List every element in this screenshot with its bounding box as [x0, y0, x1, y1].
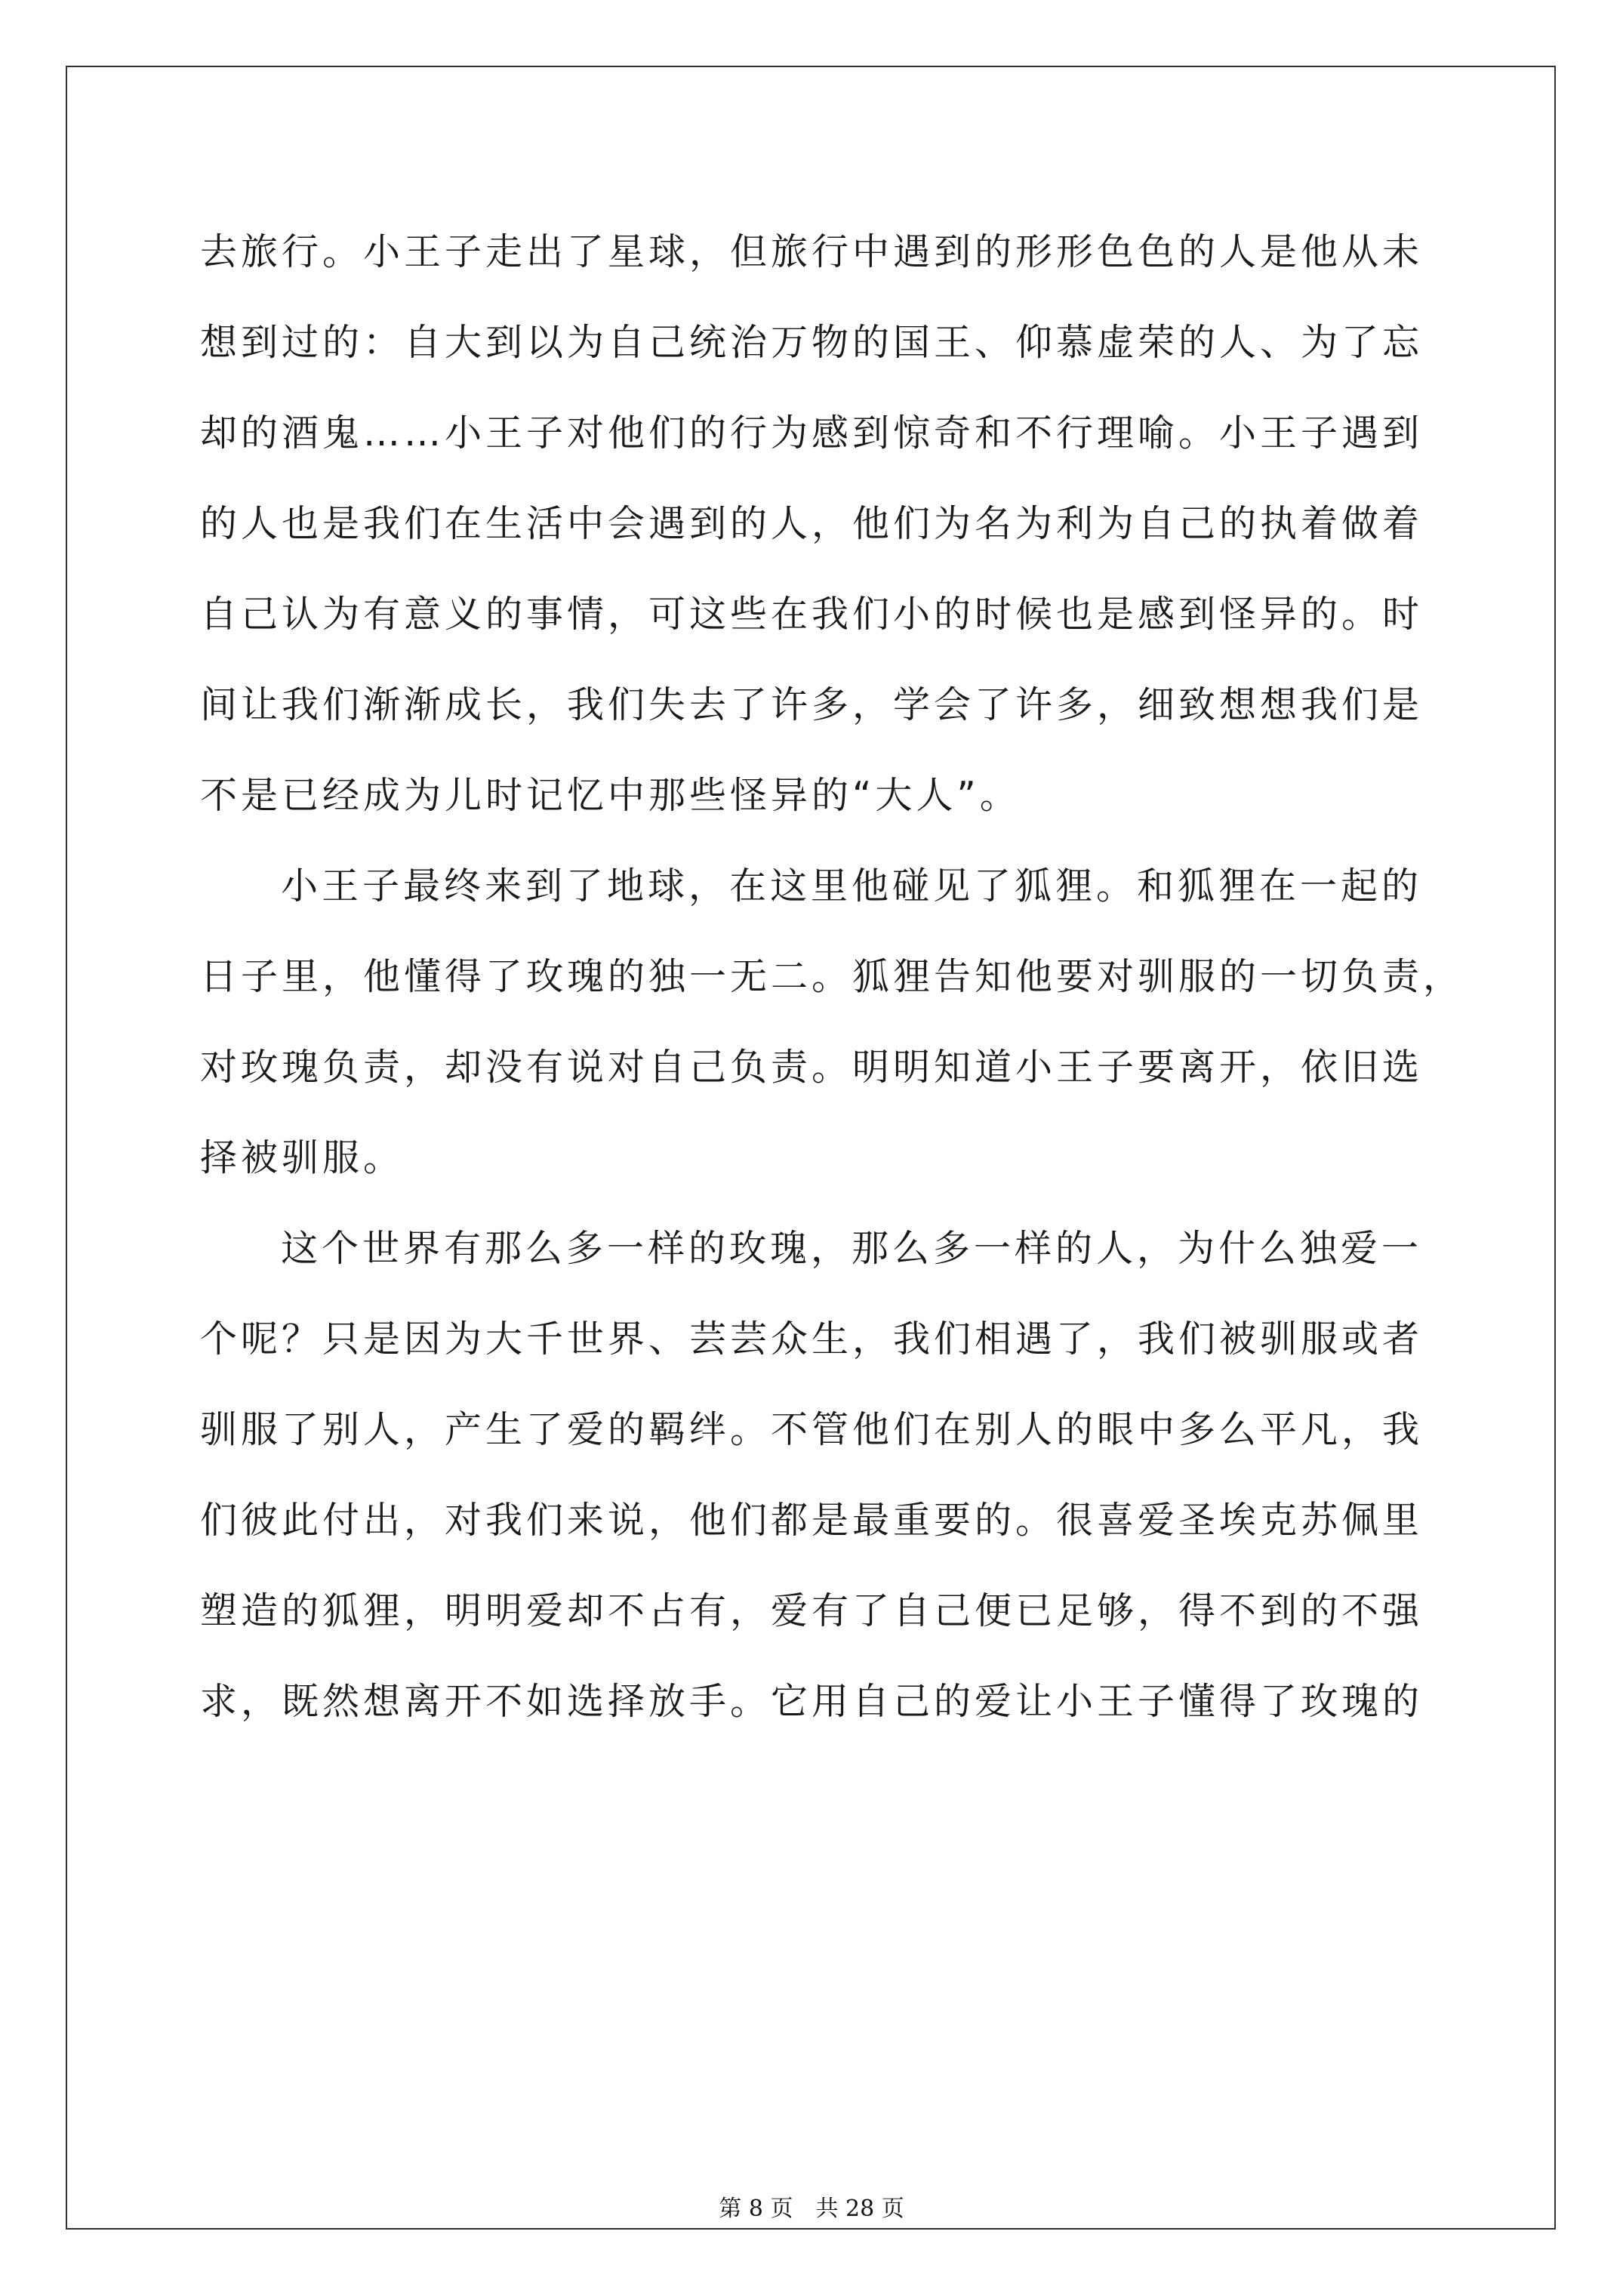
text-line: 想到过的：自大到以为自己统治万物的国王、仰慕虚荣的人、为了忘: [200, 321, 1424, 364]
text-line: 驯服了别人，产生了爱的羁绊。不管他们在别人的眼中多么平凡，我: [200, 1408, 1424, 1451]
text-line: 个呢？只是因为大千世界、芸芸众生，我们相遇了，我们被驯服或者: [200, 1318, 1424, 1361]
text-line: 求，既然想离开不如选择放手。它用自己的爱让小王子懂得了玫瑰的: [200, 1680, 1424, 1723]
text-line: 却的酒鬼……小王子对他们的行为感到惊奇和不行理喻。小王子遇到: [200, 411, 1424, 455]
page-number: 第 8 页: [719, 2196, 793, 2222]
paragraph-first-line: 小王子最终来到了地球，在这里他碰见了狐狸。和狐狸在一起的: [281, 864, 1423, 908]
text-line: 自己认为有意义的事情，可这些在我们小的时候也是感到怪异的。时: [200, 593, 1424, 636]
page-total: 共 28 页: [815, 2196, 904, 2222]
text-line: 对玫瑰负责，却没有说对自己负责。明明知道小王子要离开，依旧选: [200, 1046, 1424, 1089]
paragraph-first-line: 这个世界有那么多一样的玫瑰，那么多一样的人，为什么独爱一: [281, 1227, 1423, 1270]
text-line: 们彼此付出，对我们来说，他们都是最重要的。很喜爱圣埃克苏佩里: [200, 1499, 1424, 1542]
text-line: 间让我们渐渐成长，我们失去了许多，学会了许多，细致想想我们是: [200, 683, 1424, 726]
text-line: 的人也是我们在生活中会遇到的人，他们为名为利为自己的执着做着: [200, 502, 1424, 545]
text-line: 塑造的狐狸，明明爱却不占有，爱有了自己便已足够，得不到的不强: [200, 1589, 1424, 1632]
text-line: 日子里，他懂得了玫瑰的独一无二。狐狸告知他要对驯服的一切负责，: [200, 955, 1464, 998]
document-body: [200, 217, 1464, 1758]
text-line: 择被驯服。: [200, 1136, 405, 1179]
page-footer: [0, 2190, 1623, 2223]
text-line: 去旅行。小王子走出了星球，但旅行中遇到的形形色色的人是他从未: [200, 230, 1424, 273]
text-line: 不是已经成为儿时记忆中那些怪异的“大人”。: [200, 774, 1021, 817]
